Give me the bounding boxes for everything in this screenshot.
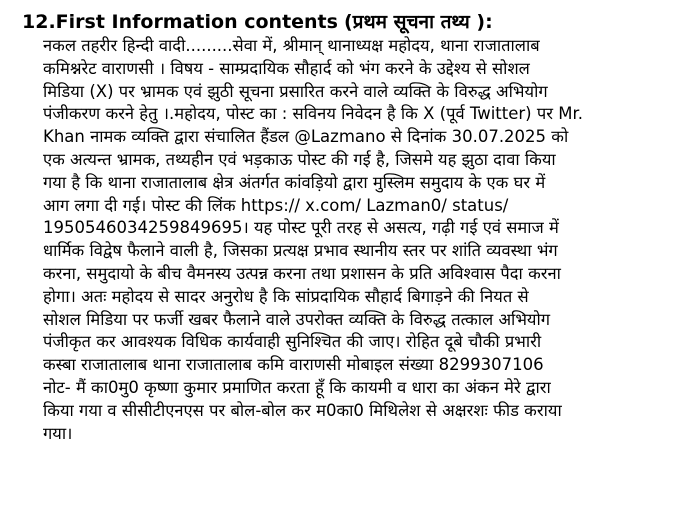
text-line: 1950546034259849695। यह पोस्ट पूरी तरह से असत्य, गढ़ी गई एवं समाज में xyxy=(43,218,559,238)
text-line: नकल तहरीर हिन्दी वादी.........सेवा में, श्रीमान् थानाध्यक्ष महोदय, थाना राजातालाब xyxy=(43,36,540,55)
text-line: कस्बा राजातालाब थाना राजातालाब कमि वाराणसी मोबाइल संख्या 8299307106 xyxy=(43,355,544,375)
text-line: गया। xyxy=(43,423,73,443)
text-line: मिडिया (X) पर भ्रामक एवं झुठी सूचना प्रसारित करने वाले व्यक्ति के विरुद्ध अभियोग xyxy=(43,81,548,101)
section-title: 12.First Information contents xyxy=(22,11,338,33)
text-line: आग लगा दी गई। पोस्ट की लिंक https:// x.com/ Lazman0/ status/ xyxy=(43,195,509,215)
text-line: होगा। अतः महोदय से सादर अनुरोध है कि सांप्रदायिक सौहार्द बिगाड़ने की नियत से xyxy=(43,286,529,306)
text-line: करना, समुदायो के बीच वैमनस्य उत्पन्न करना तथा प्रशासन के प्रति अविश्वास पैदा करना xyxy=(43,263,561,283)
text-line: धार्मिक विद्वेष फैलाने वाली है, जिसका प्रत्यक्ष प्रभाव स्थानीय स्तर पर शांति व्यवस्था भंग xyxy=(43,241,558,261)
text-line: पंजीकृत कर आवश्यक विधिक कार्यवाही सुनिश्चित की जाए। रोहित दूबे चौकी प्रभारी xyxy=(43,332,542,352)
complaint-text xyxy=(43,35,691,445)
text-line: किया गया व सीसीटीएनएस पर बोल-बोल कर म0का0 मिथिलेश से अक्षरशः फीड कराया xyxy=(43,400,562,420)
section-title-hindi: (प्रथम सूचना तथ्य ): xyxy=(344,11,493,33)
section-heading xyxy=(22,10,493,34)
text-line: Khan नामक व्यक्ति द्वारा संचालित हैंडल @Lazmano से दिनांक 30.07.2025 को xyxy=(43,127,569,147)
text-line: सोशल मिडिया पर फर्जी खबर फैलाने वाले उपरोक्त व्यक्ति के विरुद्ध तत्काल अभियोग xyxy=(43,309,551,329)
text-line: गया है कि थाना राजातालाब क्षेत्र अंतर्गत कांवड़ियो द्वारा मुस्लिम समुदाय के एक घर में xyxy=(43,172,546,192)
text-line: कमिश्नरेट वाराणसी । विषय - साम्प्रदायिक सौहार्द को भंग करने के उद्देश्य से सोशल xyxy=(43,58,530,78)
text-line: पंजीकरण करने हेतु ।.महोदय, पोस्ट का : सविनय निवेदन है कि X (पूर्व Twitter) पर Mr. xyxy=(43,104,583,124)
text-line: नोट- मैं का0मु0 कृष्णा कुमार प्रमाणित करता हूँ कि कायमी व धारा का अंकन मेरे द्वारा xyxy=(43,377,551,397)
text-line: एक अत्यन्त भ्रामक, तथ्यहीन एवं भड़काऊ पोस्ट की गई है, जिसमे यह झुठा दावा किया xyxy=(43,149,556,169)
